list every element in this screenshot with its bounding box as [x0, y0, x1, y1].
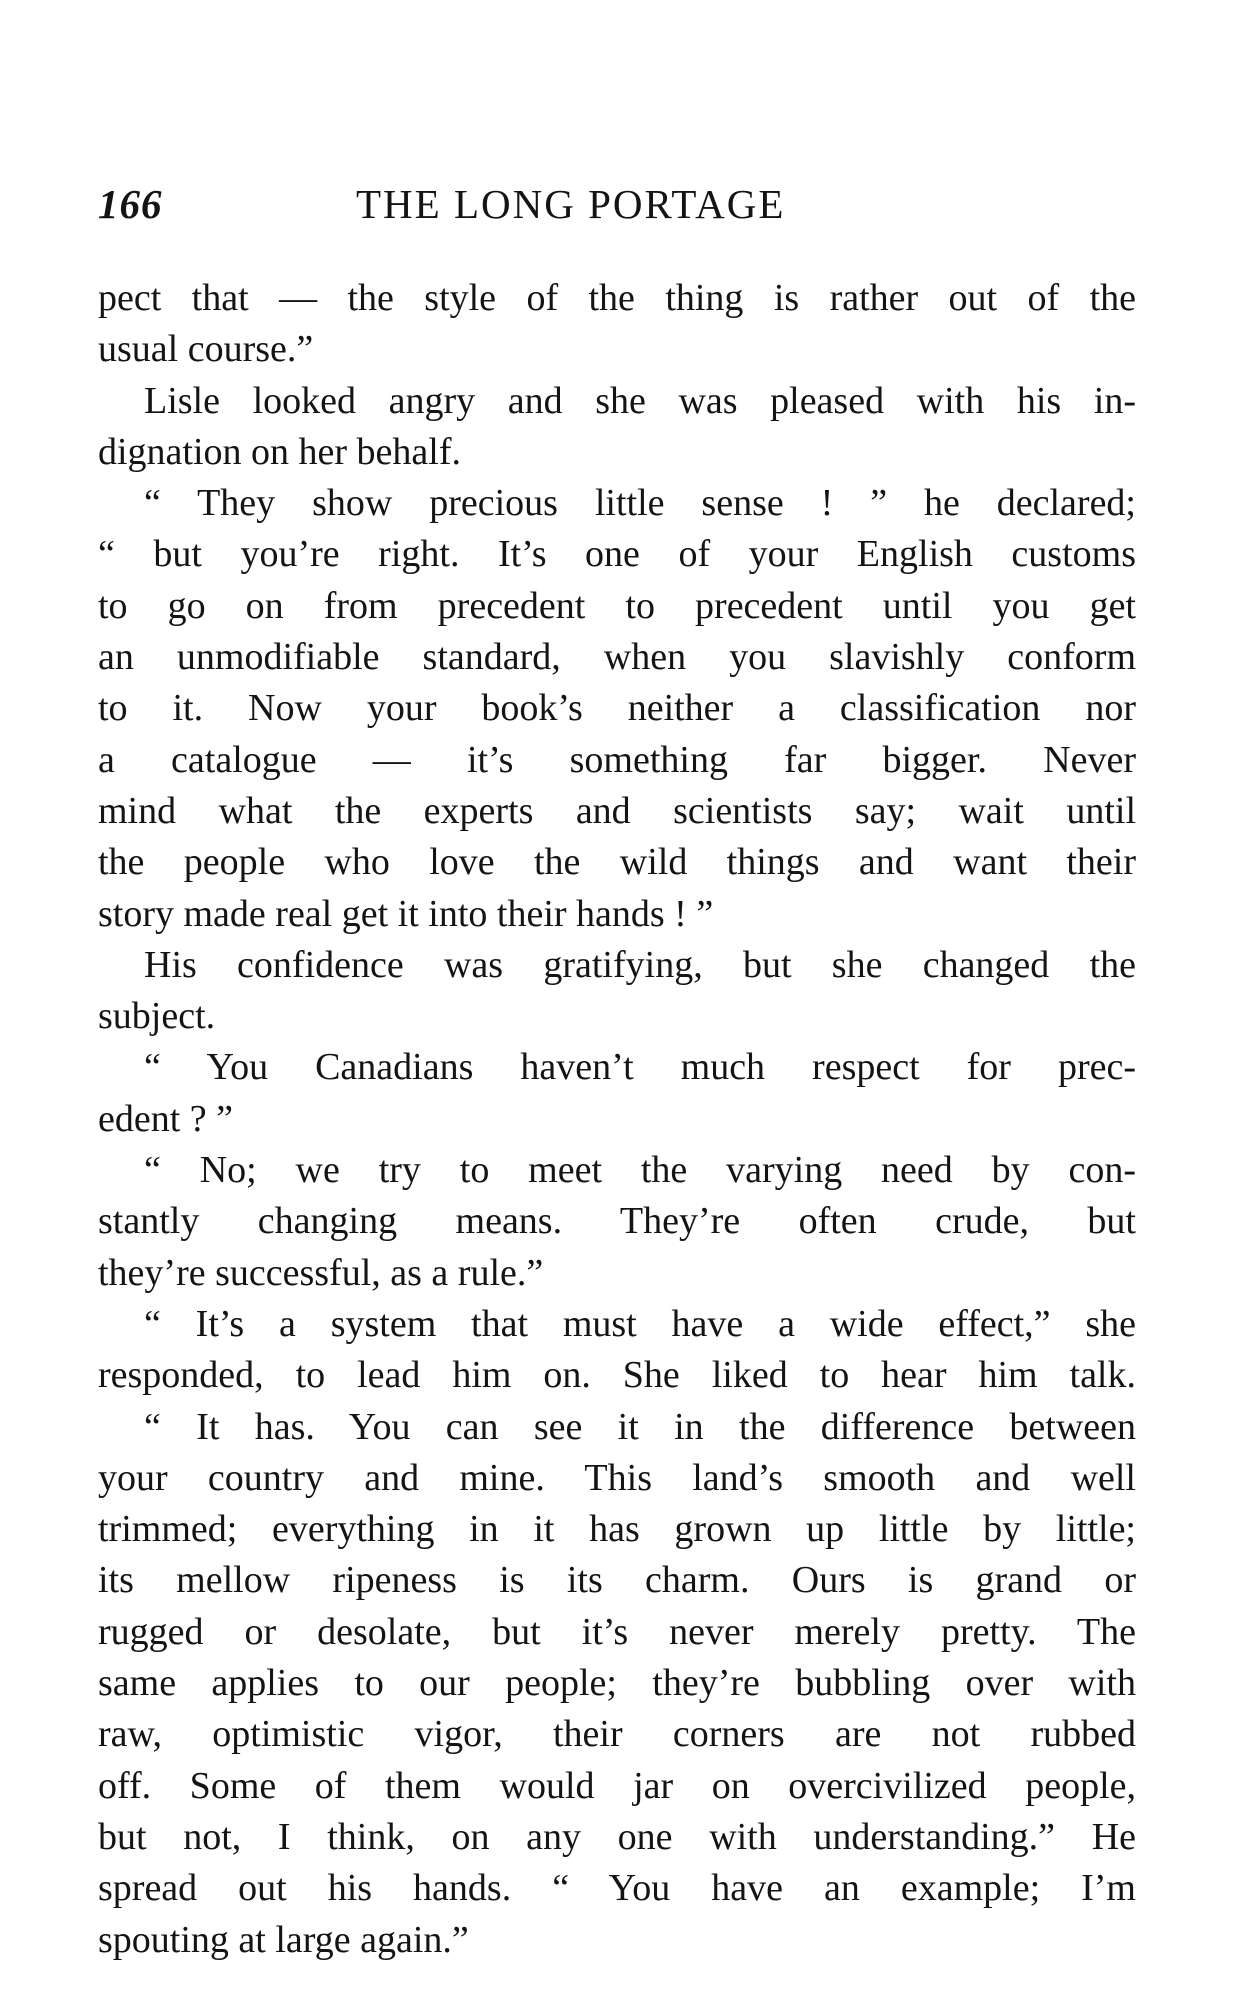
- text-line: raw, optimistic vigor, their corners are not rubbed: [98, 1713, 1136, 1756]
- text-line: “ No; we try to meet the varying need by con-: [144, 1149, 1136, 1192]
- text-line: but not, I think, on any one with understanding.” He: [98, 1815, 1136, 1858]
- text-line: pect that — the style of the thing is rather out of the: [98, 277, 1136, 319]
- text-line: story made real get it into their hands ! ”: [98, 892, 714, 935]
- page-number: 166: [98, 181, 163, 227]
- page-header: [98, 180, 1138, 240]
- text-line: stantly changing means. They’re often crude, but: [98, 1200, 1136, 1243]
- text-line: spouting at large again.”: [98, 1918, 469, 1961]
- text-line: edent ? ”: [98, 1097, 234, 1140]
- text-line: off. Some of them would jar on overcivilized people,: [98, 1764, 1136, 1807]
- text-line: a catalogue — it’s something far bigger. Never: [98, 738, 1136, 781]
- text-line: your country and mine. This land’s smooth and well: [98, 1456, 1136, 1499]
- body-text: [98, 273, 1136, 1966]
- text-line: an unmodifiable standard, when you slavishly conform: [98, 636, 1136, 679]
- text-line: subject.: [98, 995, 216, 1038]
- text-line: usual course.”: [98, 328, 314, 371]
- text-line: spread out his hands. “ You have an example; I’m: [98, 1867, 1136, 1910]
- text-line: “ It’s a system that must have a wide effect,” she: [144, 1302, 1136, 1345]
- text-line: to it. Now your book’s neither a classification nor: [98, 687, 1136, 730]
- text-line: same applies to our people; they’re bubbling over with: [98, 1662, 1136, 1705]
- text-line: dignation on her behalf.: [98, 430, 462, 473]
- text-line: “ It has. You can see it in the difference between: [144, 1405, 1136, 1448]
- text-line: “ They show precious little sense ! ” he declared;: [144, 482, 1136, 525]
- text-line: “ but you’re right. It’s one of your English customs: [98, 533, 1136, 576]
- text-line: trimmed; everything in it has grown up little by little;: [98, 1508, 1136, 1551]
- running-title: THE LONG PORTAGE: [356, 181, 786, 227]
- text-line: responded, to lead him on. She liked to hear him talk.: [98, 1354, 1136, 1397]
- text-line: to go on from precedent to precedent until you get: [98, 584, 1136, 627]
- text-line: rugged or desolate, but it’s never merely pretty. The: [98, 1610, 1136, 1653]
- text-line: His confidence was gratifying, but she changed the: [144, 943, 1136, 986]
- text-line: its mellow ripeness is its charm. Ours is grand or: [98, 1559, 1136, 1602]
- text-line: mind what the experts and scientists say; wait until: [98, 789, 1136, 832]
- text-line: the people who love the wild things and want their: [98, 841, 1136, 884]
- text-line: they’re successful, as a rule.”: [98, 1251, 544, 1294]
- text-line: Lisle looked angry and she was pleased with his in-: [144, 379, 1136, 422]
- text-line: “ You Canadians haven’t much respect for prec-: [144, 1046, 1136, 1089]
